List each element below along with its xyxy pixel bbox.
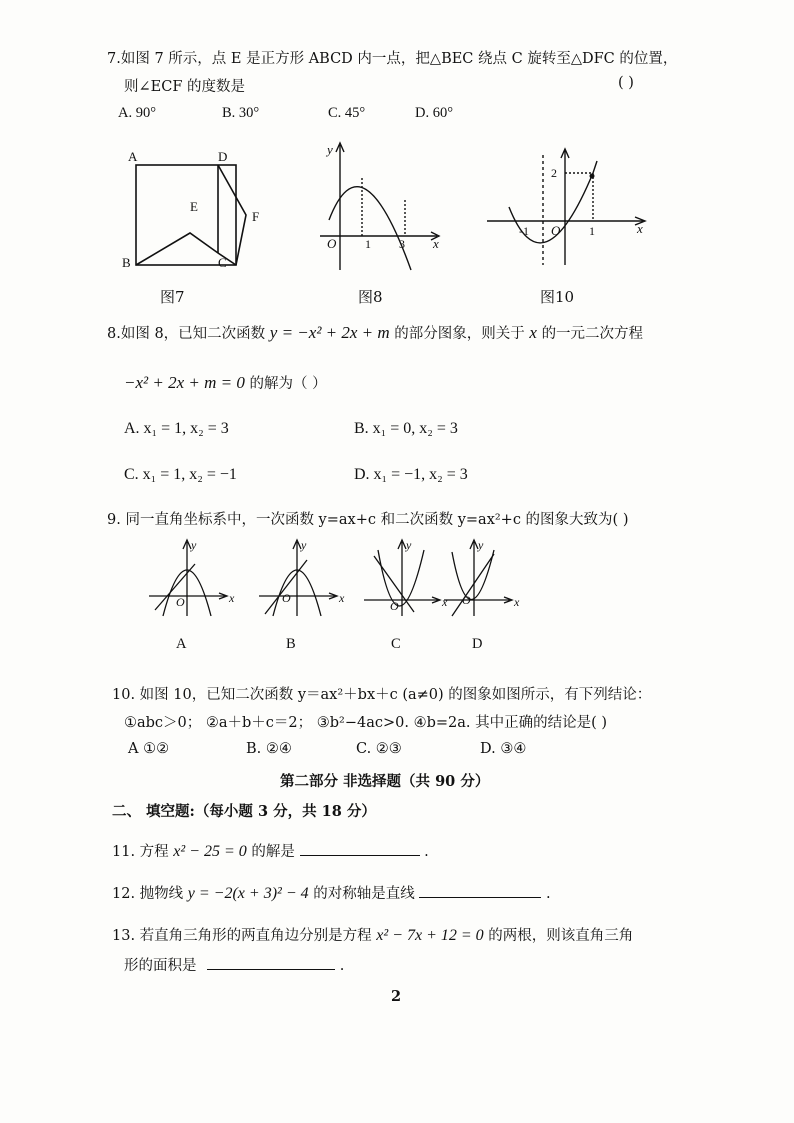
q9-text: 9. 同一直角坐标系中，一次函数 y=ax+c 和二次函数 y=ax²+c 的图象大致为( ) (107, 512, 629, 528)
q9b-y: y (301, 538, 307, 552)
q9c-y: y (406, 538, 412, 552)
q7-line2: 则∠ECF 的度数是 (124, 79, 245, 95)
q8-eq-suffix: 的解为（ ） (249, 376, 327, 392)
q8-line1 (107, 322, 643, 343)
fig8-origin: O (327, 236, 337, 251)
q8-line2 (124, 372, 327, 393)
q7-option-a: A. 90° (118, 105, 157, 121)
fig8-x-label: x (433, 236, 439, 251)
q8-option-a: A. x₁ = 1, x₂ = 3 (124, 420, 229, 437)
q13-line1 (112, 924, 633, 945)
fig8-tick-3: 3 (399, 237, 405, 251)
fig7-point-c: C (218, 255, 227, 270)
q11-prefix: 11. 方程 (112, 844, 169, 860)
q10-option-a: A ①② (128, 741, 170, 757)
q12-answer-blank[interactable] (419, 882, 541, 898)
fig7-point-d: D (218, 149, 228, 164)
q12-end: . (545, 886, 551, 902)
q8-option-b: B. x₁ = 0, x₂ = 3 (354, 420, 458, 437)
q13-equation: x² − 7x + 12 = 0 (376, 927, 484, 944)
q9a-y: y (191, 538, 197, 552)
q9-graph-d (440, 538, 535, 618)
q11-line (112, 840, 429, 861)
q11-suffix: 的解是 (251, 844, 295, 860)
q9d-x: x (514, 595, 520, 609)
part2-title: 二、 填空题:（每小题 3 分，共 18 分） (112, 803, 376, 820)
q12-line (112, 882, 551, 903)
q8-prefix: 8.如图 8，已知二次函数 (107, 326, 266, 342)
q13-suffix: 的两根，则该直角三角 (488, 928, 634, 944)
q8-option-c: C. x₁ = 1, x₂ = −1 (124, 466, 237, 483)
fig7-caption: 图7 (160, 288, 185, 306)
q9-graph-b (255, 538, 350, 618)
q8-function: y = −x² + 2x + m (269, 323, 390, 342)
q9a-o: O (176, 595, 185, 609)
fig7-point-a: A (128, 149, 138, 164)
q9-graph-a (145, 538, 240, 618)
q9b-o: O (282, 591, 291, 605)
q13-line2 (124, 954, 344, 975)
q10-option-d: D. ③④ (480, 741, 527, 757)
fig8-caption: 图8 (358, 288, 383, 306)
q13-answer-blank[interactable] (207, 954, 335, 970)
q9c-x: x (442, 595, 448, 609)
fig8-tick-1: 1 (365, 237, 371, 251)
q9-letter-a: A (176, 636, 187, 652)
q9-letter-b: B (286, 636, 296, 652)
q7-answer-paren: ( ) (618, 75, 634, 91)
fig7-point-f: F (252, 209, 260, 224)
figure-10-parabola (485, 145, 655, 275)
fig10-origin: O (551, 223, 561, 238)
fig10-tick-neg1: -1 (519, 224, 529, 238)
q9a-x: x (229, 591, 235, 605)
q11-equation: x² − 25 = 0 (173, 843, 247, 860)
q8-option-d: D. x₁ = −1, x₂ = 3 (354, 466, 468, 483)
q7-option-c: C. 45° (328, 105, 366, 121)
q7-option-b: B. 30° (222, 105, 260, 121)
q11-answer-blank[interactable] (300, 840, 420, 856)
q9-letter-c: C (391, 636, 401, 652)
q13-prefix: 13. 若直角三角形的两直角边分别是方程 (112, 928, 372, 944)
q7-line1: 7.如图 7 所示，点 E 是正方形 ABCD 内一点，把△BEC 绕点 C 旋转至△DFC 的位置， (107, 51, 678, 67)
q12-prefix: 12. 抛物线 (112, 886, 184, 902)
page-number: 2 (391, 988, 402, 1005)
q8-mid: 的部分图象，则关于 (394, 326, 525, 342)
figure-8-parabola (315, 140, 445, 275)
q13-end: . (339, 958, 345, 974)
q10-option-b: B. ②④ (246, 741, 292, 757)
q9b-x: x (339, 591, 345, 605)
fig10-x-label: x (637, 221, 643, 236)
q7-option-d: D. 60° (415, 105, 454, 121)
fig10-tick-2: 2 (551, 166, 557, 180)
q9d-y: y (478, 538, 484, 552)
q9c-o: O (390, 599, 399, 613)
fig10-tick-1: 1 (589, 224, 595, 238)
q13-line2-text: 形的面积是 (124, 958, 197, 974)
q9-letter-d: D (472, 636, 483, 652)
fig8-y-label: y (327, 142, 333, 157)
q8-equation: −x² + 2x + m = 0 (124, 373, 245, 392)
fig10-caption: 图10 (540, 288, 575, 306)
q11-end: . (424, 844, 429, 860)
q10-line1: 10. 如图 10，已知二次函数 y＝ax²＋bx＋c (a≠0) 的图象如图所示，有下列结论： (112, 687, 652, 703)
q8-var: x (529, 323, 537, 342)
q10-line2: ①abc＞0； ②a＋b＋c＝2； ③b²−4ac>0. ④b=2a. 其中正确的结论是( ) (124, 715, 608, 731)
q8-suffix: 的一元二次方程 (541, 326, 644, 342)
fig7-point-e: E (190, 199, 198, 214)
q10-option-c: C. ②③ (356, 741, 402, 757)
q12-equation: y = −2(x + 3)² − 4 (187, 885, 309, 902)
q12-suffix: 的对称轴是直线 (313, 886, 415, 902)
section2-title: 第二部分 非选择题（共 90 分） (280, 773, 490, 790)
q9d-o: O (462, 593, 471, 607)
figure-7-square (118, 145, 278, 275)
fig7-point-b: B (122, 255, 131, 270)
